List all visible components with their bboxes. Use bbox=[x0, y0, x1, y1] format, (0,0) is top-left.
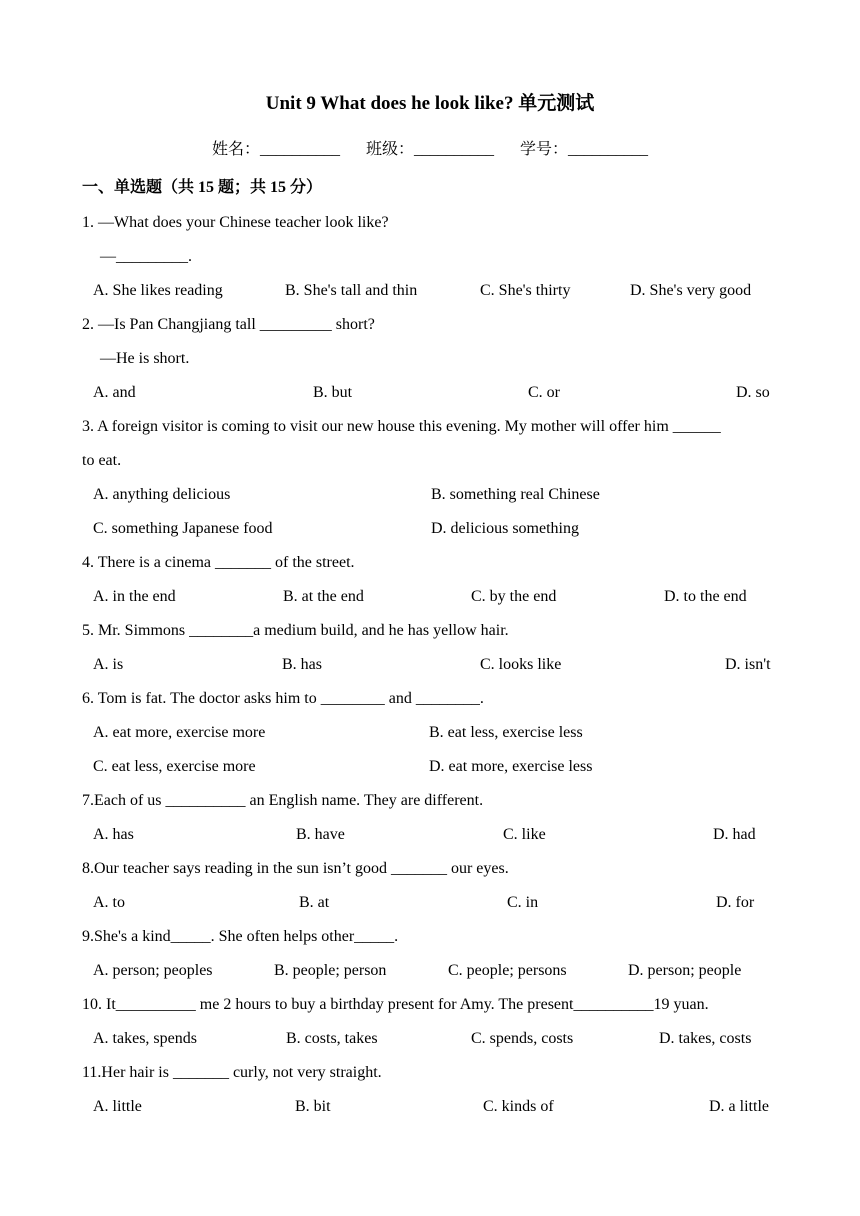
question-6-stem: 6. Tom is fat. The doctor asks him to ________ and ________. bbox=[82, 690, 484, 707]
question-6-option-b[interactable]: B. eat less, exercise less bbox=[429, 724, 583, 741]
question-11-option-b[interactable]: B. bit bbox=[295, 1098, 331, 1115]
question-11-option-d[interactable]: D. a little bbox=[709, 1098, 769, 1115]
question-1-line bbox=[0, 211, 860, 245]
question-10-line bbox=[0, 993, 860, 1027]
question-4-option-b[interactable]: B. at the end bbox=[283, 588, 364, 605]
question-5-line bbox=[0, 619, 860, 653]
question-11-stem: 11.Her hair is _______ curly, not very straight. bbox=[82, 1064, 382, 1081]
question-2-option-c[interactable]: C. or bbox=[528, 384, 560, 401]
class-blank: __________ bbox=[414, 141, 494, 158]
question-3-option-a[interactable]: A. anything delicious bbox=[93, 486, 231, 503]
question-9-option-d[interactable]: D. person; people bbox=[628, 962, 742, 979]
question-9-option-b[interactable]: B. people; person bbox=[274, 962, 387, 979]
question-9-option-c[interactable]: C. people; persons bbox=[448, 962, 567, 979]
question-10-option-b[interactable]: B. costs, takes bbox=[286, 1030, 378, 1047]
name-label: 姓名： bbox=[211, 141, 260, 158]
question-10-option-d[interactable]: D. takes, costs bbox=[659, 1030, 752, 1047]
question-6-line bbox=[0, 687, 860, 721]
question-8-option-c[interactable]: C. in bbox=[507, 894, 539, 911]
question-5-options-row bbox=[0, 653, 860, 687]
question-5-stem: 5. Mr. Simmons ________a medium build, and he has yellow hair. bbox=[82, 622, 509, 639]
question-6-option-d[interactable]: D. eat more, exercise less bbox=[429, 758, 593, 775]
question-8-option-b[interactable]: B. at bbox=[299, 894, 330, 911]
question-2-option-b[interactable]: B. but bbox=[313, 384, 353, 401]
question-1-stem: 1. —What does your Chinese teacher look like? bbox=[82, 214, 389, 231]
question-3-options-row bbox=[0, 483, 860, 517]
question-2-option-a[interactable]: A. and bbox=[93, 384, 136, 401]
question-9-option-a[interactable]: A. person; peoples bbox=[93, 962, 213, 979]
question-7-line bbox=[0, 789, 860, 823]
question-11-line bbox=[0, 1061, 860, 1095]
question-8-line bbox=[0, 857, 860, 891]
name-blank: __________ bbox=[259, 141, 340, 158]
question-3-stem: 3. A foreign visitor is coming to visit our new house this evening. My mother will offer him ______ bbox=[82, 418, 721, 435]
question-7-options-row bbox=[0, 823, 860, 857]
question-11-option-a[interactable]: A. little bbox=[93, 1098, 142, 1115]
question-3-option-d[interactable]: D. delicious something bbox=[431, 520, 579, 537]
question-7-option-a[interactable]: A. has bbox=[93, 826, 134, 843]
question-5-option-d[interactable]: D. isn't bbox=[725, 656, 771, 673]
question-2-options-row bbox=[0, 381, 860, 415]
question-3-line bbox=[0, 415, 860, 449]
question-4-option-d[interactable]: D. to the end bbox=[664, 588, 747, 605]
question-5-option-b[interactable]: B. has bbox=[282, 656, 322, 673]
question-8-stem: 8.Our teacher says reading in the sun isn’t good _______ our eyes. bbox=[82, 860, 509, 877]
question-7-option-b[interactable]: B. have bbox=[296, 826, 345, 843]
student-number-label: 学号： bbox=[520, 141, 569, 158]
question-1-option-b[interactable]: B. She's tall and thin bbox=[285, 282, 418, 299]
question-2-stem-continuation: —He is short. bbox=[100, 350, 190, 367]
question-1-option-c[interactable]: C. She's thirty bbox=[480, 282, 571, 299]
question-5-option-c[interactable]: C. looks like bbox=[480, 656, 562, 673]
question-6-option-a[interactable]: A. eat more, exercise more bbox=[93, 724, 266, 741]
question-7-option-d[interactable]: D. had bbox=[713, 826, 756, 843]
question-list bbox=[0, 211, 860, 1129]
question-3-option-c[interactable]: C. something Japanese food bbox=[93, 520, 273, 537]
question-4-stem: 4. There is a cinema _______ of the street. bbox=[82, 554, 355, 571]
student-info-line bbox=[0, 138, 860, 162]
question-1-option-a[interactable]: A. She likes reading bbox=[93, 282, 223, 299]
question-2-stem: 2. —Is Pan Changjiang tall _________ short? bbox=[82, 316, 375, 333]
question-9-stem: 9.She's a kind_____. She often helps other_____. bbox=[82, 928, 399, 945]
question-1-stem-continuation: —_________. bbox=[100, 248, 192, 265]
question-1-option-d[interactable]: D. She's very good bbox=[630, 282, 752, 299]
section-header: 一、单选题（共 15 题；共 15 分） bbox=[82, 179, 323, 196]
question-4-option-a[interactable]: A. in the end bbox=[93, 588, 176, 605]
question-10-option-c[interactable]: C. spends, costs bbox=[471, 1030, 574, 1047]
question-5-option-a[interactable]: A. is bbox=[93, 656, 124, 673]
question-4-options-row bbox=[0, 585, 860, 619]
question-8-options-row bbox=[0, 891, 860, 925]
class-label: 班级： bbox=[365, 141, 414, 158]
question-7-option-c[interactable]: C. like bbox=[503, 826, 546, 843]
question-4-line bbox=[0, 551, 860, 585]
question-11-options-row bbox=[0, 1095, 860, 1129]
student-number-blank: __________ bbox=[568, 141, 649, 158]
question-10-stem: 10. It__________ me 2 hours to buy a birthday present for Amy. The present__________19 yuan. bbox=[82, 996, 709, 1013]
question-1-options-row bbox=[0, 279, 860, 313]
question-10-options-row bbox=[0, 1027, 860, 1061]
question-6-options-row bbox=[0, 721, 860, 755]
question-11-option-c[interactable]: C. kinds of bbox=[483, 1098, 554, 1115]
question-3-option-b[interactable]: B. something real Chinese bbox=[431, 486, 600, 503]
question-2-option-d[interactable]: D. so bbox=[736, 384, 770, 401]
question-6-options-row bbox=[0, 755, 860, 789]
question-2-line bbox=[0, 313, 860, 347]
question-8-option-a[interactable]: A. to bbox=[93, 894, 125, 911]
question-6-option-c[interactable]: C. eat less, exercise more bbox=[93, 758, 256, 775]
question-10-option-a[interactable]: A. takes, spends bbox=[93, 1030, 197, 1047]
question-4-option-c[interactable]: C. by the end bbox=[471, 588, 557, 605]
question-9-line bbox=[0, 925, 860, 959]
question-7-stem: 7.Each of us __________ an English name. They are different. bbox=[82, 792, 484, 809]
question-9-options-row bbox=[0, 959, 860, 993]
question-3-options-row bbox=[0, 517, 860, 551]
page-title: Unit 9 What does he look like? 单元测试 bbox=[265, 93, 595, 114]
question-3-stem-continuation: to eat. bbox=[82, 452, 122, 469]
question-8-option-d[interactable]: D. for bbox=[716, 894, 755, 911]
question-2-continuation-line bbox=[0, 347, 860, 381]
question-1-continuation-line bbox=[0, 245, 860, 279]
question-3-continuation-line bbox=[0, 449, 860, 483]
